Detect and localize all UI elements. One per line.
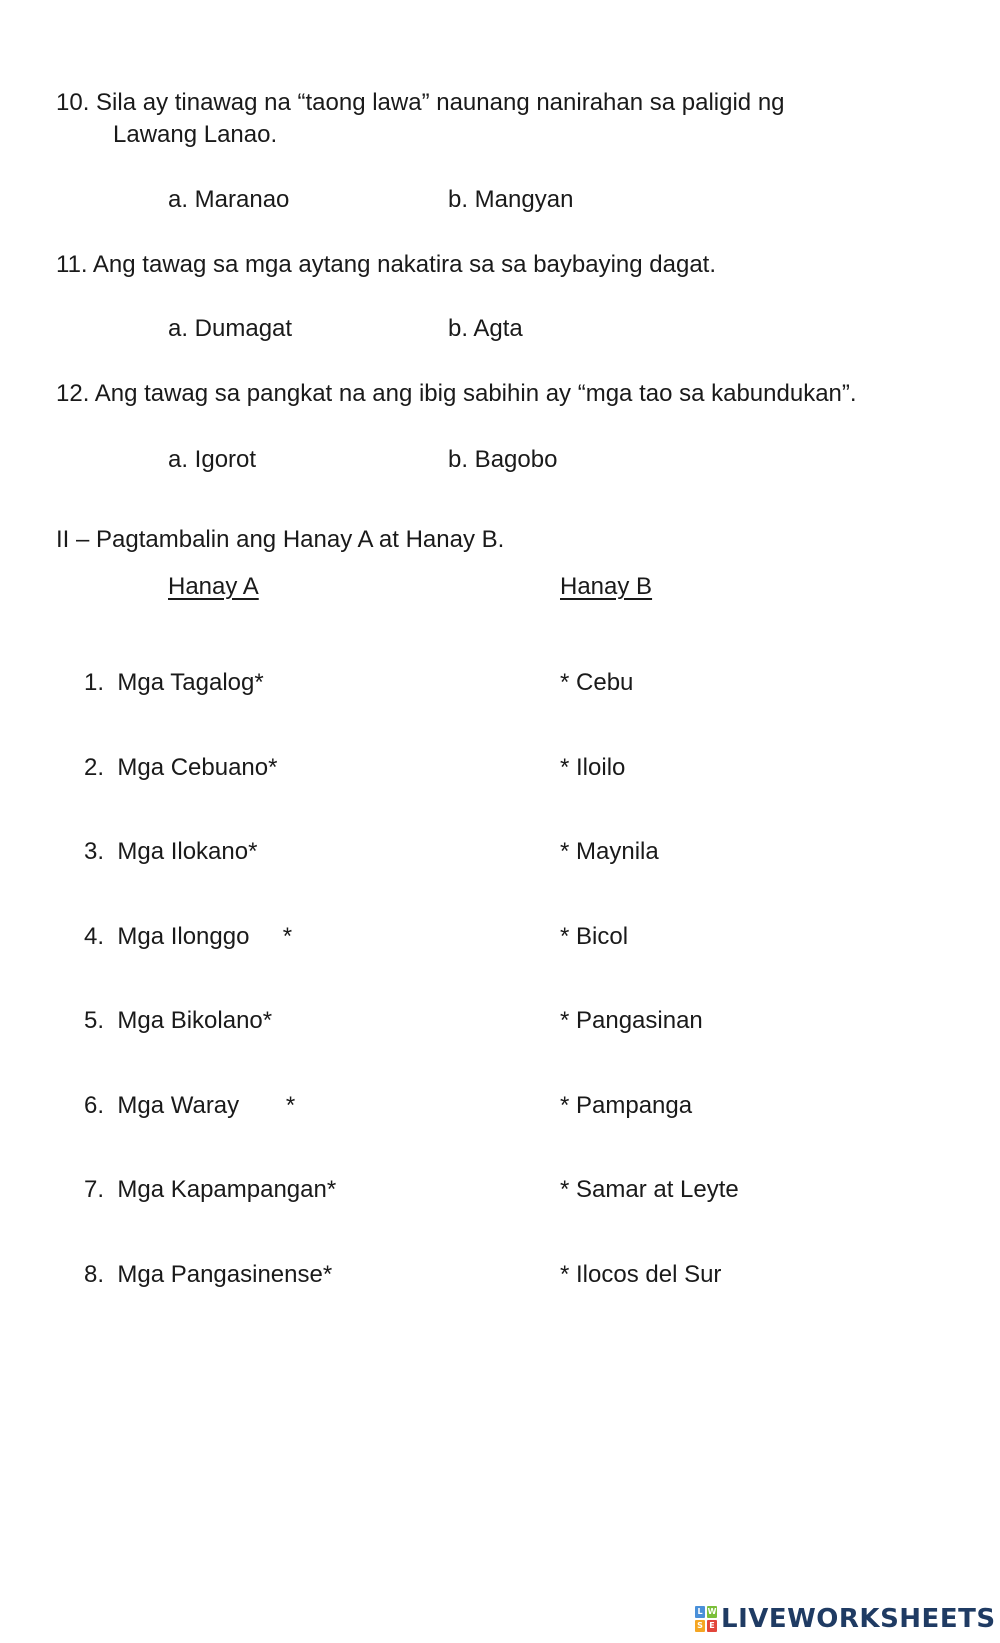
question-11-text: 11. Ang tawag sa mga aytang nakatira sa sa baybaying dagat. bbox=[56, 251, 716, 278]
liveworksheets-logo bbox=[695, 1604, 996, 1634]
column-b-item[interactable]: * Cebu bbox=[560, 669, 634, 696]
question-12-option-b[interactable]: b. Bagobo bbox=[448, 446, 558, 473]
question-10-option-b[interactable]: b. Mangyan bbox=[448, 186, 574, 213]
logo-mark-cell: S bbox=[695, 1620, 705, 1632]
column-b-item[interactable]: * Ilocos del Sur bbox=[560, 1261, 722, 1288]
question-10-option-a[interactable]: a. Maranao bbox=[168, 186, 290, 213]
column-b-item[interactable]: * Samar at Leyte bbox=[560, 1176, 739, 1203]
question-12-text: 12. Ang tawag sa pangkat na ang ibig sabihin ay “mga tao sa kabundukan”. bbox=[56, 380, 857, 407]
column-a-item[interactable]: 1. Mga Tagalog* bbox=[84, 669, 264, 696]
logo-mark-cell: E bbox=[707, 1620, 717, 1632]
column-a-item[interactable]: 6. Mga Waray * bbox=[84, 1092, 296, 1119]
question-11-option-a[interactable]: a. Dumagat bbox=[168, 315, 293, 342]
column-b-item[interactable]: * Pampanga bbox=[560, 1092, 693, 1119]
column-b-item[interactable]: * Maynila bbox=[560, 838, 659, 865]
question-10-text-continued: Lawang Lanao. bbox=[113, 121, 278, 148]
question-11-option-b[interactable]: b. Agta bbox=[448, 315, 523, 342]
column-a-item[interactable]: 4. Mga Ilonggo * bbox=[84, 923, 293, 950]
section-instruction: II – Pagtambalin ang Hanay A at Hanay B. bbox=[56, 526, 505, 553]
question-12-option-a[interactable]: a. Igorot bbox=[168, 446, 257, 473]
column-a-item[interactable]: 2. Mga Cebuano* bbox=[84, 754, 278, 781]
column-a-item[interactable]: 8. Mga Pangasinense* bbox=[84, 1261, 333, 1288]
logo-text: LIVEWORKSHEETS bbox=[721, 1604, 996, 1634]
column-a-item[interactable]: 3. Mga Ilokano* bbox=[84, 838, 258, 865]
column-b-item[interactable]: * Iloilo bbox=[560, 754, 626, 781]
column-a-item[interactable]: 7. Mga Kapampangan* bbox=[84, 1176, 337, 1203]
liveworksheets-logo-icon bbox=[695, 1606, 717, 1632]
question-10-text: 10. Sila ay tinawag na “taong lawa” naunang nanirahan sa paligid ng bbox=[56, 89, 785, 116]
column-b-item[interactable]: * Bicol bbox=[560, 923, 629, 950]
column-a-item[interactable]: 5. Mga Bikolano* bbox=[84, 1007, 273, 1034]
column-b-item[interactable]: * Pangasinan bbox=[560, 1007, 703, 1034]
column-b-header: Hanay B bbox=[560, 573, 653, 600]
column-a-header: Hanay A bbox=[168, 573, 259, 600]
logo-mark-cell: L bbox=[695, 1606, 705, 1618]
logo-mark-cell: W bbox=[707, 1607, 717, 1616]
